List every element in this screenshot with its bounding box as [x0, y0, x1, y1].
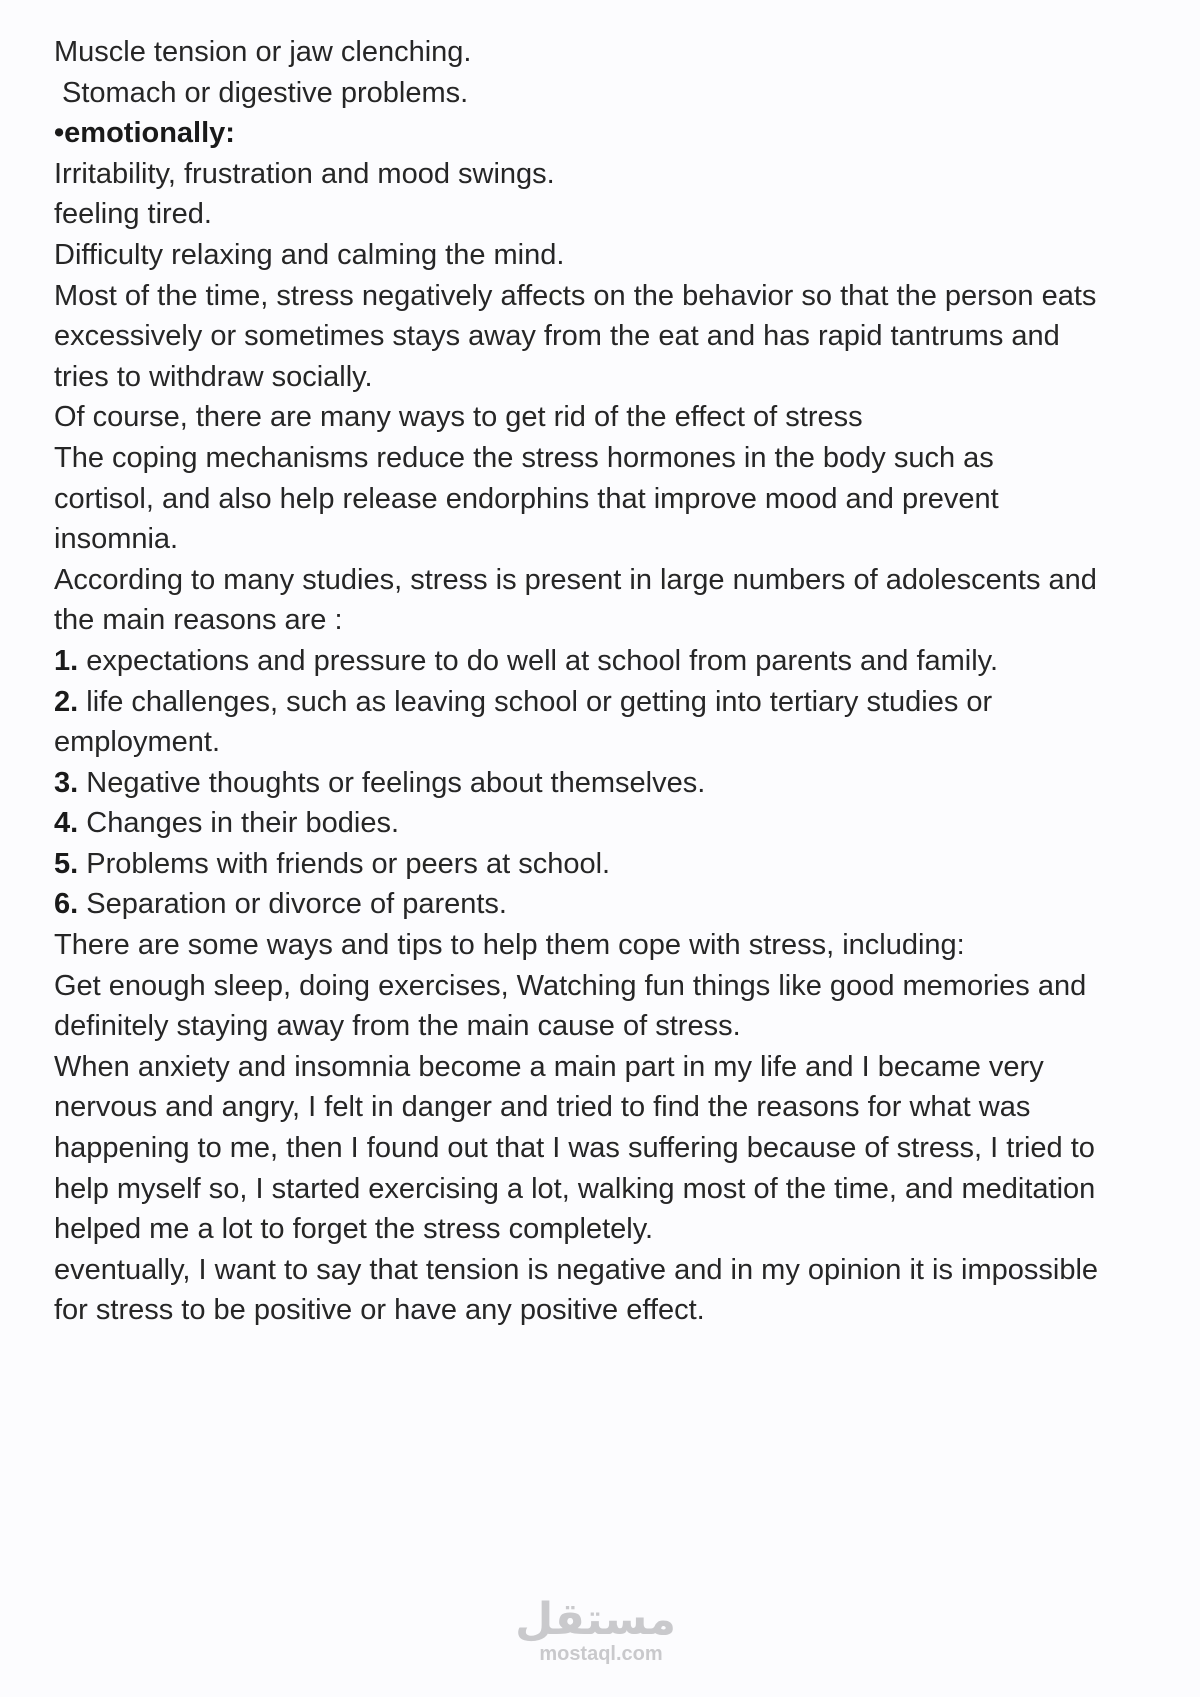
list-text: life challenges, such as leaving school or getting into tertiary studies or [78, 685, 993, 718]
text-line: help myself so, I started exercising a lot, walking most of the time, and meditation [54, 1172, 1096, 1205]
text-line: According to many studies, stress is present in large numbers of adolescents and [54, 563, 1097, 596]
text-line: the main reasons are : [54, 604, 343, 637]
document-body [54, 32, 1164, 1331]
list-text: Negative thoughts or feelings about themselves. [78, 766, 706, 799]
list-item-reason-1 [54, 641, 1164, 682]
text-line: Muscle tension or jaw clenching. [54, 36, 472, 68]
list-number: 5. [54, 847, 79, 880]
section-heading: •emotionally: [54, 117, 235, 150]
watermark-arabic-logo: مستقل [515, 1594, 676, 1645]
text-line: tries to withdraw socially. [54, 360, 373, 393]
list-text: expectations and pressure to do well at school from parents and family. [78, 644, 999, 677]
mostaql-watermark [515, 1594, 676, 1665]
list-text: Separation or divorce of parents. [78, 888, 507, 921]
text-line: The coping mechanisms reduce the stress hormones in the body such as [54, 441, 994, 474]
text-line: for stress to be positive or have any positive effect. [54, 1294, 705, 1327]
text-line: There are some ways and tips to help them cope with stress, including: [54, 929, 965, 962]
text-line: Get enough sleep, doing exercises, Watching fun things like good memories and [54, 969, 1087, 1002]
list-item-reason-3 [54, 763, 1164, 804]
list-text: Changes in their bodies. [78, 807, 399, 840]
list-text: Problems with friends or peers at school. [78, 847, 611, 880]
text-line: cortisol, and also help release endorphins that improve mood and prevent [54, 482, 999, 515]
watermark-domain: mostaql.com [539, 1643, 663, 1665]
list-number: 6. [54, 888, 79, 921]
text-line: helped me a lot to forget the stress completely. [54, 1213, 654, 1246]
text-line: definitely staying away from the main cause of stress. [54, 1010, 741, 1043]
text-line: Most of the time, stress negatively affects on the behavior so that the person eats [54, 279, 1097, 312]
text-line: Irritability, frustration and mood swings. [54, 157, 555, 190]
list-number: 3. [54, 766, 79, 799]
text-line: Of course, there are many ways to get rid of the effect of stress [54, 401, 863, 434]
text-line: Difficulty relaxing and calming the mind. [54, 238, 565, 271]
list-number: 2. [54, 685, 79, 718]
text-line: employment. [54, 726, 221, 759]
text-line: eventually, I want to say that tension is negative and in my opinion it is impossible [54, 1253, 1099, 1286]
list-item-reason-2 [54, 682, 1164, 723]
text-line: When anxiety and insomnia become a main part in my life and I became very [54, 1050, 1044, 1083]
text-line: insomnia. [54, 523, 179, 556]
list-item-reason-5 [54, 844, 1164, 885]
text-line: feeling tired. [54, 198, 212, 231]
list-item-reason-6 [54, 884, 1164, 925]
list-number: 1. [54, 644, 79, 677]
text-line: Stomach or digestive problems. [62, 76, 469, 109]
text-line: happening to me, then I found out that I was suffering because of stress, I tried to [54, 1132, 1095, 1165]
text-line: excessively or sometimes stays away from the eat and has rapid tantrums and [54, 320, 1060, 353]
text-line: nervous and angry, I felt in danger and tried to find the reasons for what was [54, 1091, 1031, 1124]
list-item-reason-4 [54, 803, 1164, 844]
list-number: 4. [54, 807, 79, 840]
